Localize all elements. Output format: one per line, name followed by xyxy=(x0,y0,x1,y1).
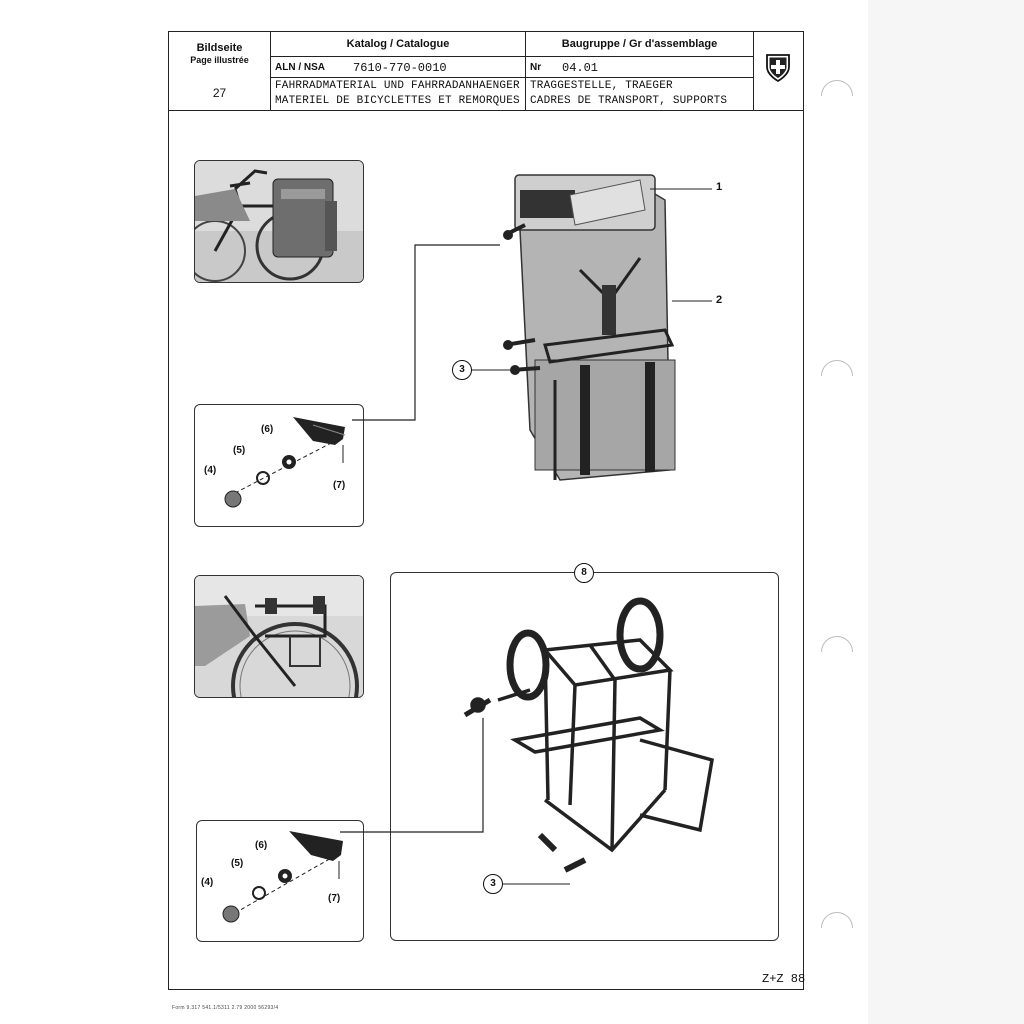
catalog-line-fr: MATERIEL DE BICYCLETTES ET REMORQUES xyxy=(275,95,520,107)
catalog-title: Katalog / Catalogue xyxy=(271,32,525,57)
part-label-5-top: (5) xyxy=(233,445,246,456)
assembly-title: Baugruppe / Gr d'assemblage xyxy=(526,32,753,57)
footer-code: Z+Z 88 xyxy=(762,972,806,986)
part-label-6-bottom: (6) xyxy=(255,840,268,851)
catalog-line-de: FAHRRADMATERIAL UND FAHRRADANHAENGER xyxy=(275,80,520,92)
part-label-7-top: (7) xyxy=(333,480,346,491)
aln-label: ALN / NSA xyxy=(275,62,325,73)
nr-value: 04.01 xyxy=(562,61,599,75)
print-note: Form 9.317 541.1/5311 2.79 2000 56293/4 xyxy=(172,1005,279,1011)
callout-3-bottom: 3 xyxy=(483,874,503,894)
page-label-de: Bildseite xyxy=(196,42,243,54)
callout-8: 8 xyxy=(574,563,594,583)
part-label-7-bottom: (7) xyxy=(328,893,341,904)
part-label-4-bottom: (4) xyxy=(201,877,214,888)
rack-frame-illustration xyxy=(465,601,712,870)
assembly-line-fr: CADRES DE TRANSPORT, SUPPORTS xyxy=(530,95,728,107)
part-label-5-bottom: (5) xyxy=(231,858,244,869)
part-label-4-top: (4) xyxy=(204,465,217,476)
callout-1: 1 xyxy=(716,181,723,193)
callout-2: 2 xyxy=(716,294,723,306)
page-number: 27 xyxy=(212,86,227,100)
callout-3-top: 3 xyxy=(452,360,472,380)
assembly-line-de: TRAGGESTELLE, TRAEGER xyxy=(530,80,673,92)
pannier-bag-illustration xyxy=(503,175,675,480)
nr-label: Nr xyxy=(530,62,542,73)
part-label-6-top: (6) xyxy=(261,424,274,435)
page-label-fr: Page illustrée xyxy=(190,55,249,65)
aln-value: 7610-770-0010 xyxy=(353,61,447,75)
